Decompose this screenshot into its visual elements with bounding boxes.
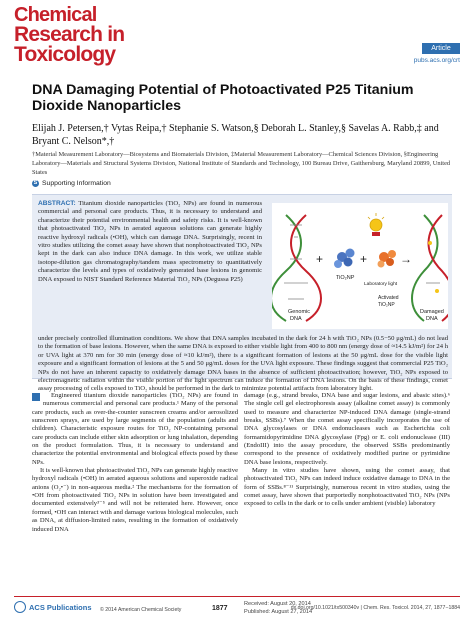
toc-laboratory-light-label: Laboratory light (364, 282, 398, 287)
body-paragraph-intro (32, 392, 238, 467)
toc-plus-2: + (360, 252, 368, 266)
published-date: Published: August 27, 2014 (244, 609, 313, 615)
doi-link[interactable]: dx.doi.org/10.1021/tx500340v | Chem. Res. Toxicol. 2014, 27, 1877−1884 (290, 605, 460, 611)
toc-damaged-label-2: DNA (426, 316, 438, 322)
abstract-box (32, 194, 452, 393)
abstract-label: ABSTRACT: (38, 200, 76, 207)
acs-logo-icon (14, 601, 26, 613)
body-paragraph-4: Many in vitro studies have shown, using the comet assay, that photoactivated TiO₂ NPs can indeed induce oxidative damage to DNA in the form of SSBs.⁸⁻¹¹ Surprisingly, numerous recent in vitro studies, using the comet assay, have shown that purportedly nonphotoactivated TiO₂ NPs (NPs exposed to cells in the dark or to cells under ambient (visible) laboratory (244, 467, 450, 508)
copyright-notice: © 2014 American Chemical Society (100, 607, 182, 613)
article-type-badge: Article (422, 43, 460, 54)
supporting-information-link[interactable] (32, 180, 111, 187)
toc-genomic-label-2: DNA (290, 316, 302, 322)
genomic-dna-helix-icon (272, 215, 324, 321)
body-paragraph-2: It is well-known that photoactivated TiO₂ NPs can generate highly reactive hydroxyl radicals (•OH) in aerated aqueous solutions and superoxide radical anions (O₂•⁻) in non-aqueous media.² The mechanisms for the formation of •OH from photoactivated TiO₂ NPs in solution have been investigated and documented extensively³⁻⁵ and will not be reiterated here. However, once formed, •OH can interact with and damage various biological molecules, such as DNA, at diffusion-limited rates, resulting in the formation of oxidatively induced DNA (32, 467, 238, 533)
activated-nanoparticle-icon (378, 250, 397, 268)
supporting-info-icon: S (33, 180, 38, 186)
journal-logo[interactable] (14, 5, 214, 71)
body-paragraph-1-text: Engineered titanium dioxide nanoparticles (TiO₂ NPs) are found in numerous commercial and personal care products.¹ Many of the personal care products, such as over-the-counter sunscreen creams and/or aerosolized sunscreen sprays, are used by large segments of the population (adults and children). Characteristic exposure routes for TiO₂ NP-containing personal care products can include either skin adsorption or lung inhalation, depending on the product formulation. Thus, it is necessary to understand and characterize the potential environmental and biological effects posed by these NPs. (32, 392, 238, 466)
paper-title: DNA Damaging Potential of Photoactivated P25 Titanium Dioxide Nanoparticles (32, 82, 414, 114)
affiliations: †Material Measurement Laboratory—Biosystems and Biomaterials Division, ‡Material Measurement Laboratory—Chemical Sciences Division, §Engineering Laboratory—Materials and Structural Systems Division, National Institute of Standards and Technology, 100 Bureau Drive, Gaithersburg, Maryland 20899, United States (32, 151, 451, 176)
page-footer (14, 600, 460, 618)
toc-activated-label: Activated (378, 295, 399, 301)
supporting-info-label: Supporting Information (42, 180, 111, 187)
damaged-dna-helix-icon (412, 215, 448, 321)
toc-tio2np-label: TiO₂NP (336, 275, 355, 281)
logo-line-research: Research in (14, 23, 125, 46)
journal-header (14, 5, 460, 71)
body-column-right (244, 392, 450, 509)
page-number: 1877 (212, 605, 228, 612)
acs-publications-label: ACS Publications (29, 602, 92, 612)
toc-plus-1: + (316, 252, 324, 266)
logo-line-toxicology: Toxicology (14, 43, 116, 66)
light-source-icon (368, 213, 384, 236)
abstract-body-top: Titanium dioxide nanoparticles (TiO₂ NPs) are found in numerous commercial and personal care products. Thus, it is necessary to understand and characterize their potential environmental health and safety risks. It is well-known that photoactivated TiO₂ NPs in aerated aqueous solutions can generate highly reactive hydroxyl radicals (•OH), which can damage DNA. Surprisingly, recent in vitro studies utilizing the comet assay have shown that nonphotoactivated TiO₂ NPs kept in the dark can also induce DNA damage. In this work, we utilize stable isotope-dilution gas chromatography/tandem mass spectrometry to quantitatively characterize the levels and types of oxidatively generated base lesions in genomic DNA exposed to NIST Standard Reference Material TiO₂ NPs (Degussa P25) (38, 200, 263, 283)
author-list: Elijah J. Petersen,† Vytas Reipa,† Stephanie S. Watson,§ Deborah L. Stanley,§ Savelas A. Rabb,‡ and Bryant C. Nelson*,† (32, 123, 439, 147)
logo-line-chemical: Chemical (14, 4, 97, 26)
tio2-nanoparticle-icon (334, 249, 355, 269)
section-marker-icon (32, 393, 40, 401)
toc-activated-label-2: TiO₂NP (378, 302, 395, 308)
body-column-left (32, 392, 238, 534)
body-paragraph-3: damage (e.g., strand breaks, DNA base and sugar lesions, and abasic sites).⁶ The single cell gel electrophoresis assay (alkaline comet assay) is commonly used to measure and characterize NP-induced DNA damage (single-strand breaks, SSBs).⁷ When the comet assay specifically incorporates the use of DNA glycosylases or DNA endonucleases such as Escherichia coli formamidopyrimidine DNA glycosylase (Fpg) or E. coli endonuclease (III) (EndoIII) into the assay procedure, the observed SSBs predominantly correspond to the presence of oxidatively modified purine or pyrimidine DNA base lesions, respectively. (244, 392, 450, 466)
toc-graphic (272, 203, 448, 329)
acs-publications-logo[interactable] (14, 601, 92, 613)
toc-damaged-label: Damaged (420, 309, 444, 315)
footer-divider (14, 596, 460, 597)
received-date: Received: August 20, 2014 (244, 601, 311, 607)
toc-genomic-label: Genomic (288, 309, 311, 315)
toc-arrow: → (400, 252, 412, 266)
abstract-text-top (38, 200, 262, 284)
journal-url-link[interactable]: pubs.acs.org/crt (413, 57, 460, 64)
abstract-body-bottom: under precisely controlled illumination conditions. We show that DNA samples incubated in the dark for 24 h with TiO₂ NPs (0.5−50 μg/mL) do not lead to the formation of base lesions. However, when the same DNA is exposed to either visible light from 400 to 800 nm (energy dose of ≈14.5 kJ/m²) for 24 h or UVA light at 370 nm for 30 min (energy dose of ≈10 kJ/m²), there is a significant formation of lesions at the 50 μg/mL dose for the visible light exposure and a significant formation of lesions at the 5 and 50 μg/mL doses for the UVA light exposure. These findings suggest that commercial P25 TiO₂ NPs do not have an inherent capacity to oxidatively damage DNA bases in the absence of sufficient photoactivation; however, TiO₂ NPs exposed to electromagnetic radiation within the visible portion of the light spectrum can induce the formation of DNA lesions. On the basis of these findings, comet assay processing of cells exposed to TiO₂ should be performed in the dark to minimize potential artifacts from laboratory light. (38, 335, 448, 393)
